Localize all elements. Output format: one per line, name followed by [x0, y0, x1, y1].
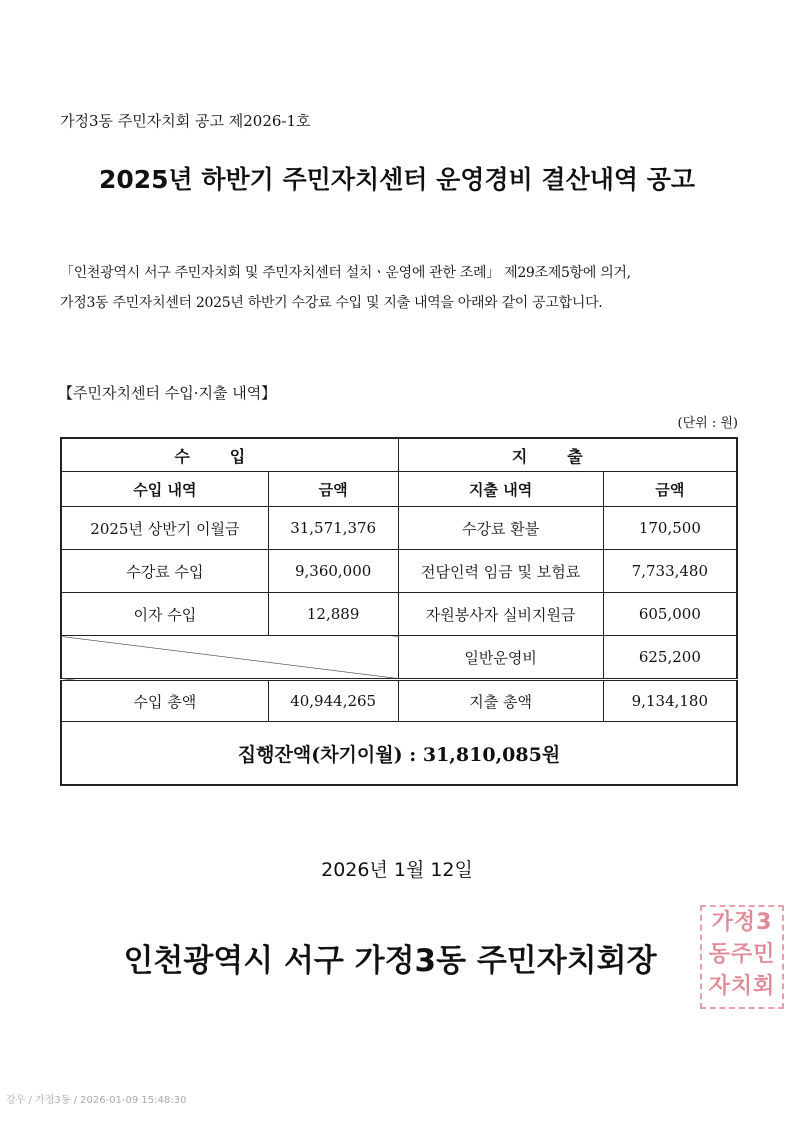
- signature-line: 인천광역시 서구 가정3동 주민자치회장: [123, 943, 657, 979]
- scan-footer: 강우 / 가정3동 / 2026-01-09 15:48:30: [6, 1095, 187, 1106]
- cell: 지출 총액: [398, 680, 603, 722]
- notice-date: 2026년 1월 12일: [321, 859, 473, 881]
- cell: 40,944,265: [268, 680, 398, 722]
- cell: 일반운영비: [398, 636, 603, 680]
- official-seal-icon: 가정3 동주민 자치회: [700, 905, 784, 1009]
- table-group-header: [61, 438, 737, 472]
- cell: 31,571,376: [268, 507, 398, 550]
- cell: 2025년 상반기 이월금: [61, 507, 268, 550]
- table-column-header: [61, 472, 737, 507]
- column-header: 수입 내역: [61, 472, 268, 507]
- table-row: [61, 636, 737, 680]
- cell: 자원봉사자 실비지원금: [398, 593, 603, 636]
- balance-cell: 집행잔액(차기이월) : 31,810,085원: [61, 722, 737, 786]
- cell: 이자 수입: [61, 593, 268, 636]
- cell: 12,889: [268, 593, 398, 636]
- unit-label: (단위 : 원): [677, 416, 738, 431]
- document-title: 2025년 하반기 주민자치센터 운영경비 결산내역 공고: [98, 165, 696, 194]
- section-title: 【주민자치센터 수입·지출 내역】: [58, 384, 277, 402]
- balance-row: [61, 722, 737, 786]
- cell: 625,200: [603, 636, 737, 680]
- cell: 전담인력 임금 및 보험료: [398, 550, 603, 593]
- table-row: [61, 507, 737, 550]
- expense-header: 지출: [398, 438, 737, 472]
- income-expense-table: [60, 437, 738, 786]
- income-header: 수입: [61, 438, 398, 472]
- cell: 수강료 환불: [398, 507, 603, 550]
- cell: 수강료 수입: [61, 550, 268, 593]
- cell: 605,000: [603, 593, 737, 636]
- body-line-2: 가정3동 주민자치센터 2025년 하반기 수강료 수입 및 지출 내역을 아래와 같이 공고합니다.: [60, 295, 603, 311]
- cell: 9,134,180: [603, 680, 737, 722]
- table-row: [61, 593, 737, 636]
- notice-number: 가정3동 주민자치회 공고 제2026-1호: [60, 112, 311, 130]
- cell: 9,360,000: [268, 550, 398, 593]
- column-header: 금액: [268, 472, 398, 507]
- total-row: [61, 680, 737, 722]
- table-row: [61, 550, 737, 593]
- cell: 7,733,480: [603, 550, 737, 593]
- column-header: 금액: [603, 472, 737, 507]
- body-line-1: 「인천광역시 서구 주민자치회 및 주민자치센터 설치ㆍ운영에 관한 조례」 제29조제5항에 의거,: [60, 265, 631, 281]
- empty-diagonal-cell: [61, 636, 398, 680]
- cell: 수입 총액: [61, 680, 268, 722]
- column-header: 지출 내역: [398, 472, 603, 507]
- cell: 170,500: [603, 507, 737, 550]
